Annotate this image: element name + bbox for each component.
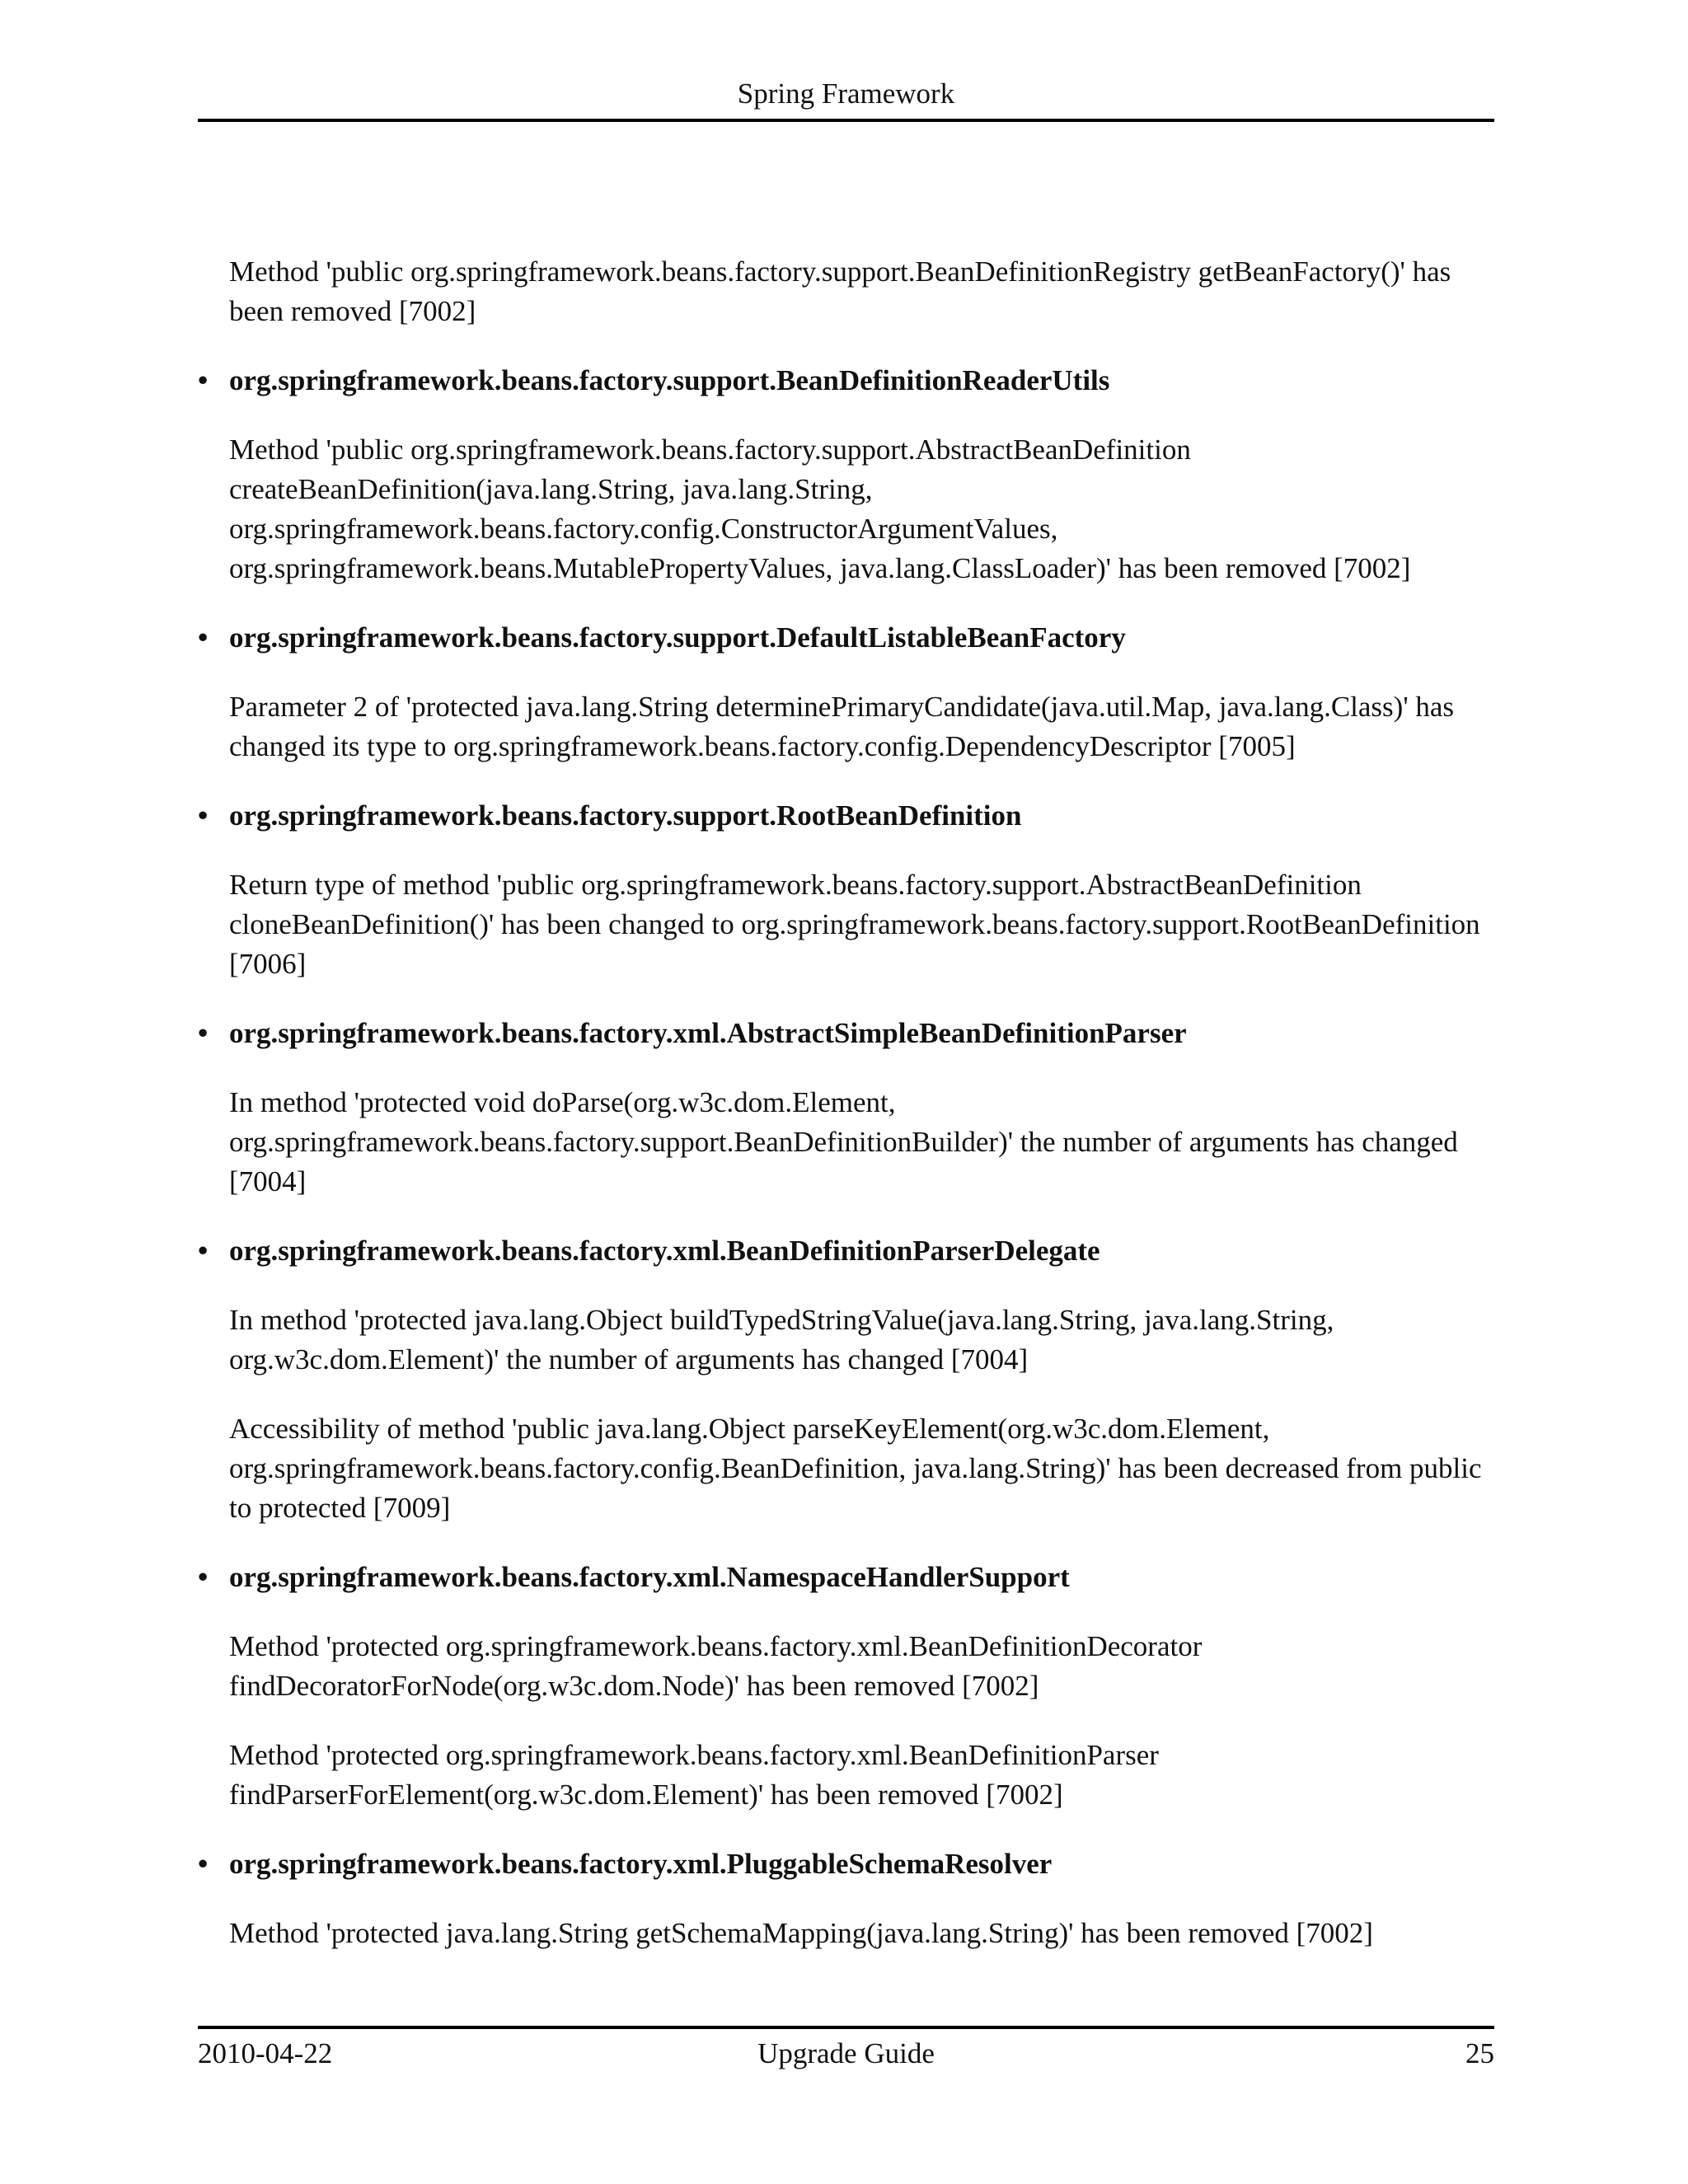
section-default-listable-bean-factory (198, 618, 1494, 766)
section-heading (198, 361, 1494, 401)
bullet-icon: • (198, 1561, 209, 1593)
section-title: org.springframework.beans.factory.support.RootBeanDefinition (229, 799, 1022, 832)
section-paragraph: Method 'protected org.springframework.beans.factory.xml.BeanDefinitionParser findParserForElement(org.w3c.dom.Element)' has been removed [7002] (229, 1739, 1159, 1811)
footer-date: 2010-04-22 (198, 2037, 333, 2069)
main-content (198, 252, 1494, 1983)
intro-paragraph: Method 'public org.springframework.beans.factory.support.BeanDefinitionRegistry getBeanFactory()' has been removed [7002] (229, 255, 1451, 327)
section-bean-definition-reader-utils (198, 361, 1494, 588)
footer-title: Upgrade Guide (757, 2037, 935, 2069)
section-heading (198, 796, 1494, 836)
bullet-icon: • (198, 364, 209, 396)
section-paragraph: Method 'protected org.springframework.beans.factory.xml.BeanDefinitionDecorator findDecoratorForNode(org.w3c.dom.Node)' has been removed [7002] (229, 1630, 1203, 1702)
bullet-icon: • (198, 1017, 209, 1049)
bullet-icon: • (198, 1848, 209, 1880)
section-paragraph: Method 'public org.springframework.beans.factory.support.AbstractBeanDefinition createBeanDefinition(java.lang.String, java.lang.String, org.springframework.beans.factory.config.ConstructorArgumentValues, org.springframework.beans.MutablePropertyValues, java.lang.ClassLoader)' has been removed [7002] (229, 434, 1411, 584)
bullet-icon: • (198, 1235, 209, 1267)
section-root-bean-definition (198, 796, 1494, 984)
section-bean-definition-parser-delegate (198, 1231, 1494, 1528)
section-title: org.springframework.beans.factory.support.DefaultListableBeanFactory (229, 621, 1126, 654)
section-paragraph: In method 'protected void doParse(org.w3c.dom.Element, org.springframework.beans.factory.support.BeanDefinitionBuilder)' the number of arguments has changed [7004] (229, 1086, 1458, 1197)
section-paragraph: Method 'protected java.lang.String getSchemaMapping(java.lang.String)' has been removed [7002] (229, 1917, 1373, 1949)
section-paragraph: Accessibility of method 'public java.lang.Object parseKeyElement(org.w3c.dom.Element, org.springframework.beans.factory.config.BeanDefinition, java.lang.String)' has been decreased from public to protected [7009] (229, 1413, 1482, 1524)
section-title: org.springframework.beans.factory.xml.AbstractSimpleBeanDefinitionParser (229, 1017, 1187, 1049)
section-heading (198, 1231, 1494, 1271)
section-abstract-simple-bean-definition-parser (198, 1014, 1494, 1202)
section-paragraph: Parameter 2 of 'protected java.lang.String determinePrimaryCandidate(java.util.Map, java.lang.Class)' has changed its type to org.springframework.beans.factory.config.DependencyDescriptor [7005] (229, 691, 1455, 762)
section-pluggable-schema-resolver (198, 1844, 1494, 1953)
section-paragraph: Return type of method 'public org.springframework.beans.factory.support.AbstractBeanDefinition cloneBeanDefinition()' has been changed to org.springframework.beans.factory.support.RootBeanDefinition [7006] (229, 869, 1480, 980)
section-title: org.springframework.beans.factory.xml.BeanDefinitionParserDelegate (229, 1235, 1100, 1267)
section-title: org.springframework.beans.factory.support.BeanDefinitionReaderUtils (229, 364, 1110, 396)
section-namespace-handler-support (198, 1558, 1494, 1815)
section-heading (198, 618, 1494, 658)
section-heading (198, 1844, 1494, 1884)
page-number: 25 (1465, 2037, 1494, 2069)
section-heading (198, 1014, 1494, 1053)
section-paragraph: In method 'protected java.lang.Object buildTypedStringValue(java.lang.String, java.lang.String, org.w3c.dom.Element)' the number of arguments has changed [7004] (229, 1304, 1334, 1376)
section-title: org.springframework.beans.factory.xml.NamespaceHandlerSupport (229, 1561, 1070, 1593)
bullet-icon: • (198, 799, 209, 832)
header-title: Spring Framework (737, 77, 955, 110)
section-heading (198, 1558, 1494, 1597)
page-footer (198, 2026, 1494, 2079)
bullet-icon: • (198, 621, 209, 654)
section-title: org.springframework.beans.factory.xml.PluggableSchemaResolver (229, 1848, 1053, 1880)
page-header (198, 74, 1494, 122)
